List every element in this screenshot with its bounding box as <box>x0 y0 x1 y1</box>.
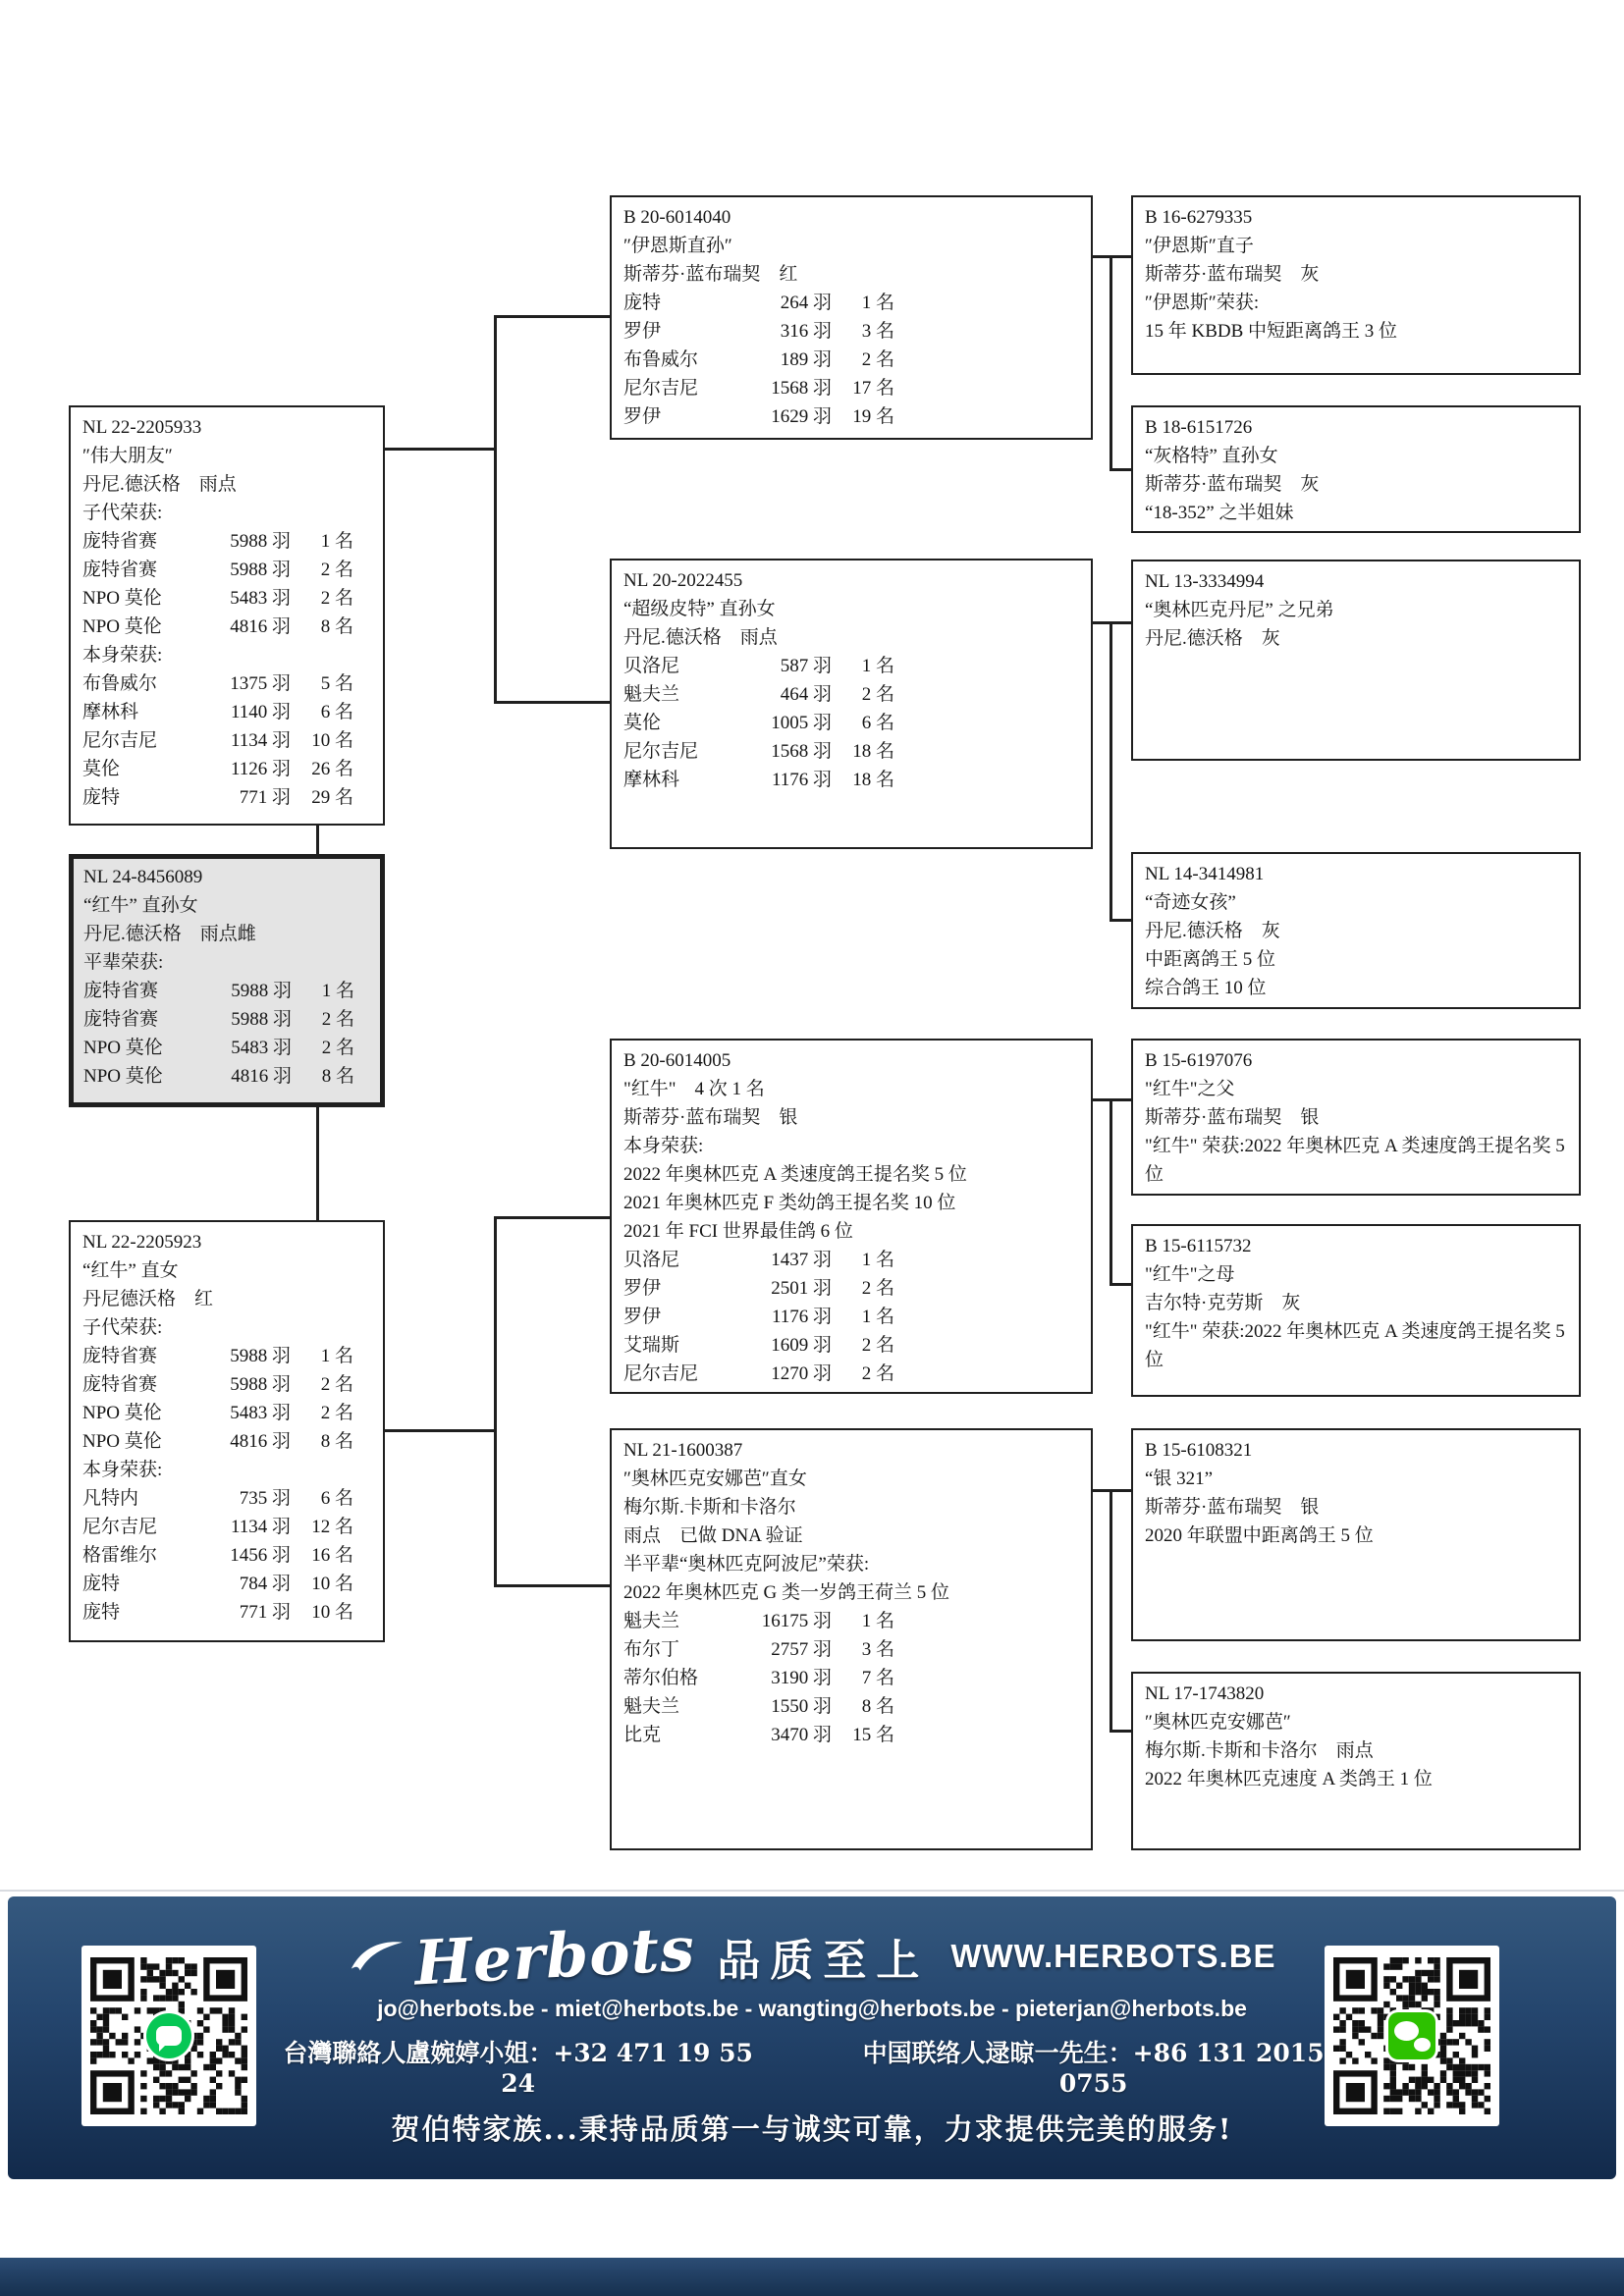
pedigree-text-line: NL 13-3334994 <box>1145 571 1265 592</box>
pedigree-text-line: 丹尼德沃格 红 <box>82 1289 214 1309</box>
pedigree-text-line: 斯蒂芬·蓝布瑞契 灰 <box>1145 264 1320 285</box>
footer-slogan: 贺伯特家族...秉持品质第一与诚实可靠，力求提供完美的服务! <box>391 2112 1233 2146</box>
pedigree-text-line: ″奥林匹克安娜芭″直女 <box>623 1468 807 1489</box>
connector-line <box>1110 1730 1131 1733</box>
result-row: 罗伊 316 羽 3 名 <box>623 321 894 342</box>
wechat-icon <box>1388 2012 1435 2059</box>
pedigree-box-dam <box>69 1220 385 1642</box>
pedigree-text-line: 丹尼.德沃格 雨点雌 <box>83 924 256 944</box>
pedigree-box-r4 <box>1131 852 1581 1009</box>
line-qr-code <box>81 1946 256 2126</box>
footer-website: WWW.HERBOTS.BE <box>950 1937 1276 1974</box>
connector-line <box>494 1216 610 1219</box>
pedigree-text-line: B 20-6014040 <box>623 207 731 228</box>
connector-line <box>385 448 494 451</box>
result-row: 魁夫兰 464 羽 2 名 <box>623 684 894 705</box>
result-row: 庞特 264 羽 1 名 <box>623 293 894 313</box>
pedigree-text-line: NL 21-1600387 <box>623 1440 743 1461</box>
footer-tagline: 品质至上 <box>717 1935 930 1986</box>
footer-emails: jo@herbots.be - miet@herbots.be - wangting@herbots.be - pieterjan@herbots.be <box>377 1996 1247 2021</box>
result-row: 艾瑞斯 1609 羽 2 名 <box>623 1335 894 1356</box>
result-row: 罗伊 2501 羽 2 名 <box>623 1278 894 1299</box>
footer-contacts <box>268 2034 1356 2098</box>
result-row: 尼尔吉尼 1568 羽 17 名 <box>623 378 894 399</box>
pedigree-text-line: 2022 年奥林匹克 G 类一岁鸽王荷兰 5 位 <box>623 1582 949 1603</box>
pedigree-text-line: NL 22-2205923 <box>82 1232 202 1253</box>
pedigree-text-line: 本身荣获: <box>82 645 163 666</box>
pedigree-text-line: "红牛"之母 <box>1145 1264 1235 1285</box>
pedigree-text-line: 子代荣获: <box>82 503 163 523</box>
pedigree-text-line: 梅尔斯.卡斯和卡洛尔 <box>623 1497 796 1518</box>
bottom-bar <box>0 2258 1624 2296</box>
feather-icon <box>348 1939 405 1974</box>
pedigree-text-line: 2022 年奥林匹克 A 类速度鸽王提名奖 5 位 <box>623 1164 967 1185</box>
result-row: NPO 莫伦 5483 羽 2 名 <box>83 1038 354 1058</box>
pedigree-text-line: 丹尼.德沃格 雨点 <box>82 474 237 495</box>
pedigree-text-line: B 16-6279335 <box>1145 207 1253 228</box>
pedigree-box-m3 <box>610 1039 1093 1394</box>
pedigree-box-r1 <box>1131 195 1581 375</box>
connector-line <box>1110 1489 1112 1733</box>
pedigree-text-line: 本身荣获: <box>623 1136 704 1156</box>
pedigree-text-line: 梅尔斯.卡斯和卡洛尔 雨点 <box>1145 1740 1374 1761</box>
pedigree-text-line: ″伊恩斯″荣获: <box>1145 293 1260 313</box>
pedigree-text-line: ″伟大朋友″ <box>82 446 173 466</box>
result-row: 布鲁威尔 189 羽 2 名 <box>623 349 894 370</box>
connector-line <box>316 1107 319 1221</box>
pedigree-text-line: 斯蒂芬·蓝布瑞契 银 <box>1145 1107 1320 1128</box>
connector-line <box>494 1216 497 1587</box>
pedigree-text-line: “红牛” 直孙女 <box>83 895 198 916</box>
result-row: 庞特省赛 5988 羽 2 名 <box>82 1374 353 1395</box>
pedigree-text-line: 斯蒂芬·蓝布瑞契 银 <box>623 1107 798 1128</box>
result-row: 贝洛尼 587 羽 1 名 <box>623 656 894 676</box>
footer-separator <box>0 1890 1624 1892</box>
pedigree-box-r6 <box>1131 1224 1581 1397</box>
result-row: 庞特省赛 5988 羽 2 名 <box>82 560 353 580</box>
pedigree-text-line: 丹尼.德沃格 雨点 <box>623 627 778 648</box>
result-row: 贝洛尼 1437 羽 1 名 <box>623 1250 894 1270</box>
pedigree-text-line: 吉尔特·克劳斯 灰 <box>1145 1293 1301 1313</box>
result-row: 尼尔吉尼 1134 羽 12 名 <box>82 1517 353 1537</box>
brand-row <box>268 1912 1356 2000</box>
connector-line <box>1110 255 1112 471</box>
pedigree-text-line: B 15-6197076 <box>1145 1050 1253 1071</box>
footer-center <box>268 1896 1356 2179</box>
pedigree-text-line: B 15-6108321 <box>1145 1440 1253 1461</box>
result-row: 罗伊 1176 羽 1 名 <box>623 1307 894 1327</box>
connector-line <box>1110 468 1131 471</box>
pedigree-text-line: “奇迹女孩” <box>1145 892 1236 913</box>
footer-banner <box>8 1896 1616 2179</box>
pedigree-text-line: 2021 年 FCI 世界最佳鸽 6 位 <box>623 1221 853 1242</box>
result-row: 比克 3470 羽 15 名 <box>623 1725 894 1745</box>
result-row: 蒂尔伯格 3190 羽 7 名 <box>623 1668 894 1688</box>
result-row: NPO 莫伦 4816 羽 8 名 <box>82 1431 353 1452</box>
pedigree-text-line: 斯蒂芬·蓝布瑞契 灰 <box>1145 474 1320 495</box>
pedigree-text-line: NL 22-2205933 <box>82 417 202 438</box>
pedigree-text-line: NL 24-8456089 <box>83 867 203 887</box>
pedigree-text-line: ″伊恩斯直孙″ <box>623 236 732 256</box>
pedigree-text-line: NL 17-1743820 <box>1145 1683 1265 1704</box>
pedigree-text-line: 斯蒂芬·蓝布瑞契 红 <box>623 264 798 285</box>
pedigree-text-line: "红牛" 荣获:2022 年奥林匹克 A 类速度鸽王提名奖 5 位 <box>1145 1136 1570 1185</box>
result-row: 庞特省赛 5988 羽 1 名 <box>82 531 353 552</box>
pedigree-text-line: ″伊恩斯″直子 <box>1145 236 1254 256</box>
result-row: 庞特 771 羽 10 名 <box>82 1602 353 1623</box>
result-row: 庞特省赛 5988 羽 1 名 <box>83 981 354 1001</box>
result-row: 布尔丁 2757 羽 3 名 <box>623 1639 894 1660</box>
pedigree-text-line: 丹尼.德沃格 灰 <box>1145 921 1280 941</box>
pedigree-text-line: 雨点 已做 DNA 验证 <box>623 1525 803 1546</box>
pedigree-text-line: 2022 年奥林匹克速度 A 类鸽王 1 位 <box>1145 1769 1433 1789</box>
connector-line <box>494 315 610 318</box>
herbots-logo: Herbots <box>412 1912 698 2000</box>
pedigree-text-line: “超级皮特” 直孙女 <box>623 599 776 619</box>
pedigree-box-r7 <box>1131 1428 1581 1641</box>
pedigree-text-line: 中距离鸽王 5 位 <box>1145 949 1276 970</box>
contact-taiwan: 台灣聯絡人盧婉婷小姐：+32 471 19 55 24 <box>283 2039 753 2098</box>
pedigree-box-sire <box>69 405 385 826</box>
pedigree-text-line: NL 20-2022455 <box>623 570 743 591</box>
connector-line <box>1110 919 1131 922</box>
result-row: 摩林科 1176 羽 18 名 <box>623 770 894 790</box>
connector-line <box>1110 1283 1131 1286</box>
connector-line <box>494 701 610 704</box>
result-row: NPO 莫伦 5483 羽 2 名 <box>82 1403 353 1423</box>
result-row: 尼尔吉尼 1134 羽 10 名 <box>82 730 353 751</box>
result-row: 庞特 784 羽 10 名 <box>82 1574 353 1594</box>
result-row: 庞特省赛 5988 羽 1 名 <box>82 1346 353 1366</box>
pedigree-text-line: 本身荣获: <box>82 1460 163 1480</box>
pedigree-box-r3 <box>1131 560 1581 761</box>
pedigree-text-line: "红牛" 4 次 1 名 <box>623 1079 765 1099</box>
result-row: 莫伦 1126 羽 26 名 <box>82 759 353 779</box>
pedigree-text-line: 半平辈“奥林匹克阿波尼”荣获: <box>623 1554 870 1575</box>
pedigree-box-m1 <box>610 195 1093 440</box>
pedigree-box-m2 <box>610 559 1093 849</box>
result-row: 罗伊 1629 羽 19 名 <box>623 406 894 427</box>
result-row: 尼尔吉尼 1270 羽 2 名 <box>623 1363 894 1384</box>
connector-line <box>385 1429 494 1432</box>
pedigree-text-line: “18-352” 之半姐妹 <box>1145 503 1294 523</box>
connector-line <box>1110 621 1112 922</box>
pedigree-text-line: B 18-6151726 <box>1145 417 1253 438</box>
connector-line <box>494 315 497 704</box>
pedigree-text-line: “奥林匹克丹尼” 之兄弟 <box>1145 600 1334 620</box>
pedigree-text-line: “红牛” 直女 <box>82 1260 179 1281</box>
connector-line <box>494 1584 610 1587</box>
pedigree-text-line: 斯蒂芬·蓝布瑞契 银 <box>1145 1497 1320 1518</box>
pedigree-box-r5 <box>1131 1039 1581 1196</box>
pedigree-text-line: 2021 年奥林匹克 F 类幼鸽王提名奖 10 位 <box>623 1193 956 1213</box>
pedigree-text-line: 综合鸽王 10 位 <box>1145 978 1267 998</box>
result-row: 尼尔吉尼 1568 羽 18 名 <box>623 741 894 762</box>
pedigree-box-subject <box>69 854 385 1107</box>
result-row: 庞特 771 羽 29 名 <box>82 787 353 808</box>
result-row: NPO 莫伦 4816 羽 8 名 <box>82 616 353 637</box>
pedigree-text-line: B 15-6115732 <box>1145 1236 1252 1256</box>
pedigree-text-line: 15 年 KBDB 中短距离鸽王 3 位 <box>1145 321 1398 342</box>
pedigree-text-line: 2020 年联盟中距离鸽王 5 位 <box>1145 1525 1374 1546</box>
pedigree-text-line: NL 14-3414981 <box>1145 864 1265 884</box>
result-row: 魁夫兰 16175 羽 1 名 <box>623 1611 894 1631</box>
pedigree-text-line: "红牛"之父 <box>1145 1079 1235 1099</box>
pedigree-box-r2 <box>1131 405 1581 533</box>
pedigree-box-m4 <box>610 1428 1093 1850</box>
pedigree-text-line: "红牛" 荣获:2022 年奥林匹克 A 类速度鸽王提名奖 5 位 <box>1145 1321 1570 1370</box>
connector-line <box>1110 1098 1112 1286</box>
pedigree-text-line: 子代荣获: <box>82 1317 163 1338</box>
contact-china: 中国联络人逯晾一先生：+86 131 2015 0755 <box>862 2039 1325 2098</box>
wechat-qr-code <box>1325 1946 1499 2126</box>
pedigree-text-line: “灰格特” 直孙女 <box>1145 446 1278 466</box>
pedigree-text-line: ″奥林匹克安娜芭″ <box>1145 1712 1291 1733</box>
result-row: 庞特省赛 5988 羽 2 名 <box>83 1009 354 1030</box>
result-row: 莫伦 1005 羽 6 名 <box>623 713 894 733</box>
pedigree-text-line: “银 321” <box>1145 1468 1214 1489</box>
pedigree-text-line: 平辈荣获: <box>83 952 164 973</box>
result-row: 摩林科 1140 羽 6 名 <box>82 702 353 722</box>
pedigree-box-r8 <box>1131 1672 1581 1850</box>
result-row: 魁夫兰 1550 羽 8 名 <box>623 1696 894 1717</box>
pedigree-text-line: B 20-6014005 <box>623 1050 731 1071</box>
result-row: 布鲁威尔 1375 羽 5 名 <box>82 673 353 694</box>
pedigree-text-line: 丹尼.德沃格 灰 <box>1145 628 1280 649</box>
connector-line <box>316 826 319 855</box>
line-messenger-icon <box>146 2013 191 2058</box>
result-row: NPO 莫伦 4816 羽 8 名 <box>83 1066 354 1087</box>
result-row: NPO 莫伦 5483 羽 2 名 <box>82 588 353 609</box>
result-row: 凡特内 735 羽 6 名 <box>82 1488 353 1509</box>
result-row: 格雷维尔 1456 羽 16 名 <box>82 1545 353 1566</box>
